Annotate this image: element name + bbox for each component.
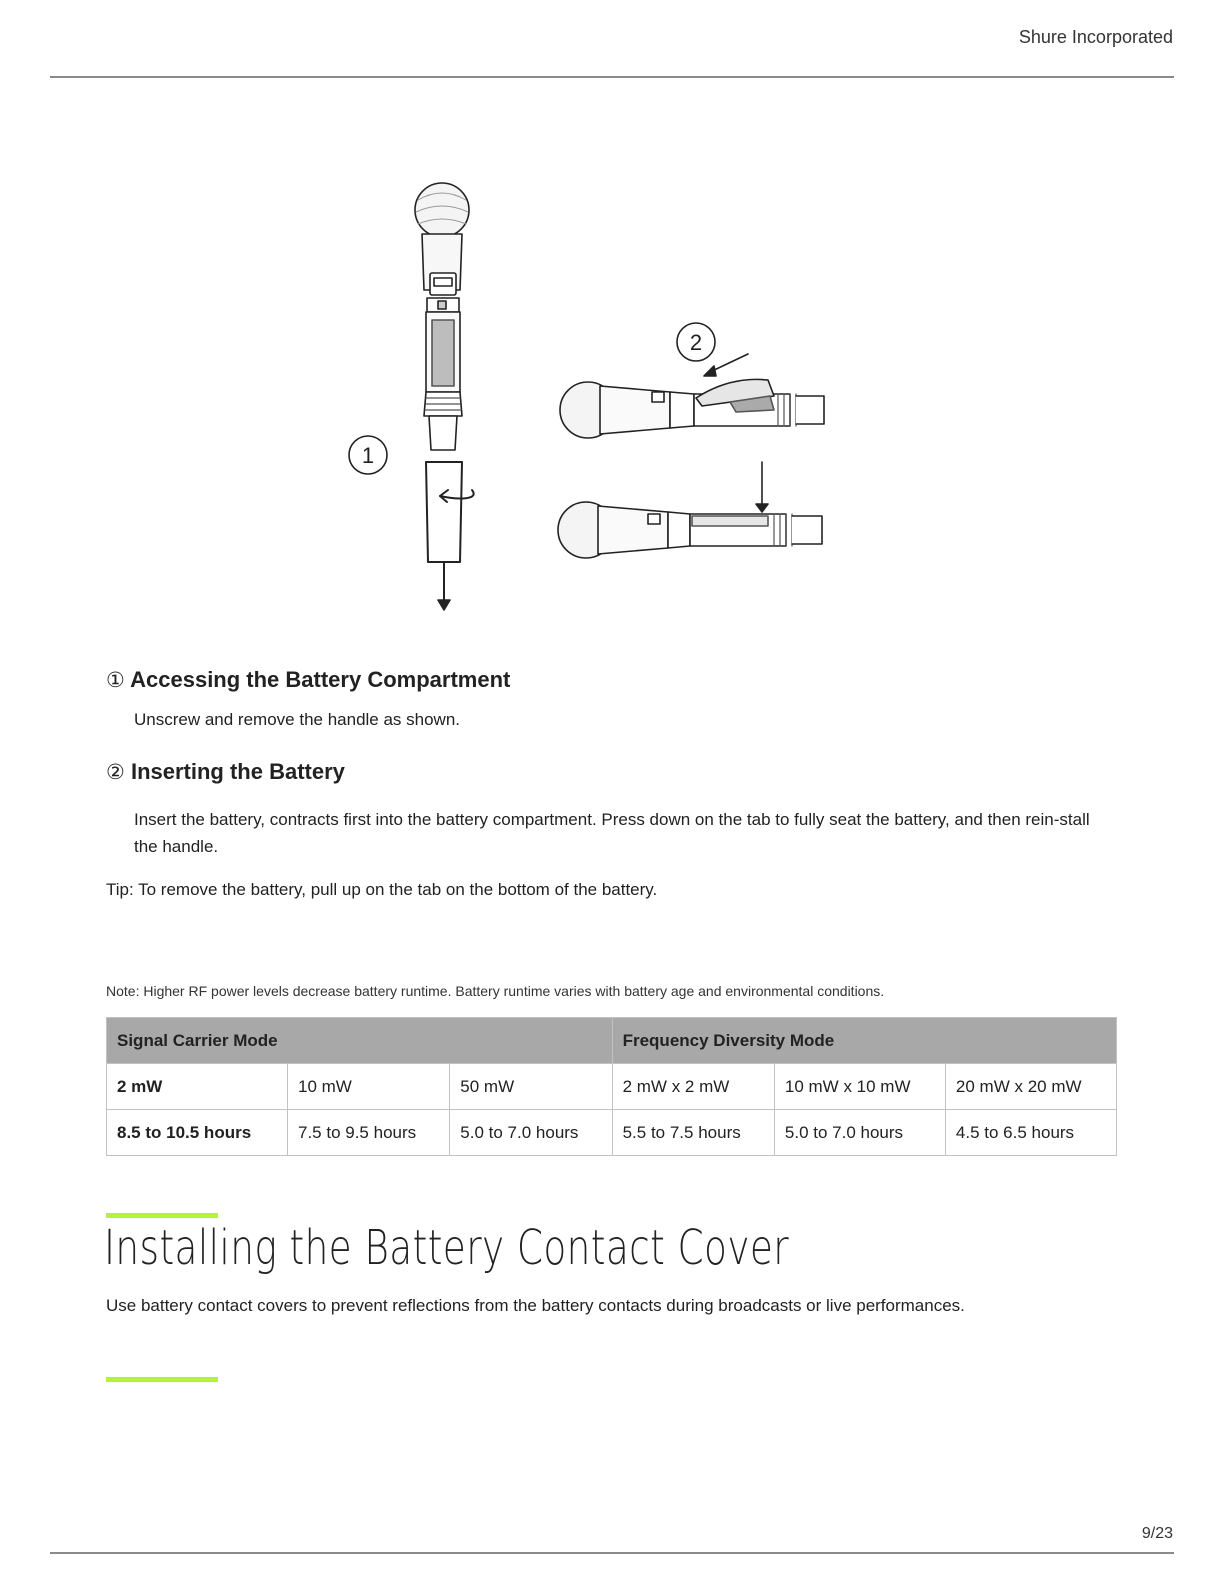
table-row-power — [107, 1064, 1117, 1110]
table-cell: 5.5 to 7.5 hours — [612, 1110, 774, 1156]
footer-rule — [50, 1552, 1174, 1554]
table-cell: 10 mW — [288, 1064, 450, 1110]
table-cell: 2 mW x 2 mW — [612, 1064, 774, 1110]
callout-2 — [677, 323, 715, 361]
step-2-number: ② — [106, 761, 125, 784]
battery-runtime-table — [106, 1017, 1117, 1156]
table-cell: 50 mW — [450, 1064, 612, 1110]
step-2-title-text: Inserting the Battery — [130, 759, 345, 784]
svg-text:1: 1 — [361, 443, 375, 468]
header-company: Shure Incorporated — [1018, 27, 1173, 47]
table-cell: 10 mW x 10 mW — [774, 1064, 945, 1110]
page-number: 9/23 — [1141, 1525, 1173, 1542]
table-cell: 4.5 to 6.5 hours — [945, 1110, 1116, 1156]
header-rule — [50, 76, 1174, 78]
svg-text:2: 2 — [689, 330, 703, 355]
step-1-title-text: Accessing the Battery Compartment — [130, 667, 511, 692]
tip-text: Tip: To remove the battery, pull up on the tab on the bottom of the battery. — [106, 880, 658, 899]
section-accent-bar-2 — [106, 1377, 218, 1382]
table-cell: 2 mW — [107, 1064, 288, 1110]
battery-installation-illustration — [330, 170, 850, 630]
table-cell: 7.5 to 9.5 hours — [288, 1110, 450, 1156]
table-cell: 5.0 to 7.0 hours — [774, 1110, 945, 1156]
note-text: Note: Higher RF power levels decrease battery runtime. Battery runtime varies with battery age and environmental conditions. — [106, 983, 885, 999]
section-accent-bar — [106, 1213, 218, 1218]
step-2-title — [106, 759, 345, 785]
step-1-body: Unscrew and remove the handle as shown. — [134, 710, 461, 729]
step-2-body: Insert the battery, contracts first into the battery compartment. Press down on the tab to fully seat the battery, and then rein-stall the handle. — [134, 810, 1090, 856]
table-row-runtime — [107, 1110, 1117, 1156]
step-1-number: ① — [106, 669, 125, 692]
table-cell: 5.0 to 7.0 hours — [450, 1110, 612, 1156]
table-cell: 20 mW x 20 mW — [945, 1064, 1116, 1110]
step-1-title — [106, 667, 510, 693]
handle — [426, 462, 474, 610]
vertical-microphone — [415, 183, 469, 450]
callout-1 — [349, 436, 387, 474]
horizontal-microphone-tab-up — [560, 354, 824, 438]
header-signal-carrier-mode: Signal Carrier Mode — [107, 1018, 613, 1064]
section-title: Installing the Battery Contact Cover — [104, 1220, 790, 1276]
horizontal-microphone-seated — [558, 502, 822, 558]
section-body: Use battery contact covers to prevent reflections from the battery contacts during broadcasts or live performances. — [106, 1296, 965, 1315]
table-cell: 8.5 to 10.5 hours — [107, 1110, 288, 1156]
table-header-row — [107, 1018, 1117, 1064]
header-frequency-diversity-mode: Frequency Diversity Mode — [612, 1018, 1116, 1064]
